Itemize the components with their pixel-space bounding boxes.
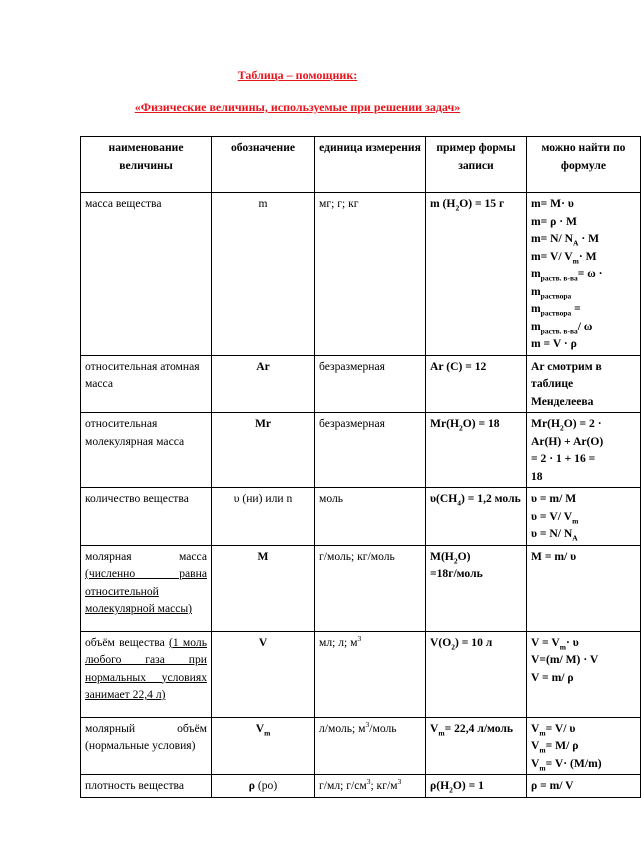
cell-example: m $(H_2O) = 15$ г [426,193,527,356]
cell-example: Ar (C) = 12 [426,355,527,413]
cell-unit: л/моль; $м^3$/моль [315,717,426,775]
cell-unit: моль [315,488,426,546]
cell-symbol: M [212,545,315,631]
cell-formula: Ar смотрим в таблице Менделеева [527,355,641,413]
table-row-mr [81,413,641,488]
cell-symbol: Ar [212,355,315,413]
cell-formula: $V = V_m\cdot \upsilon$ V=(m/ M) · V V = m/ ρ [527,631,641,717]
header-example: пример формы записи [426,137,527,193]
cell-formula: $V_m= V/$ υ $V_m= M/$ ρ $V_m= V\cdot (M/m)$ [527,717,641,775]
cell-formula: ρ = m/ V [527,775,641,798]
table-row-density [81,775,641,798]
cell-example: $\rho(H_2O) = 1$ [426,775,527,798]
cell-unit: безразмерная [315,413,426,488]
page-subtitle: «Физические величины, используемые при решении задач» [134,100,461,114]
cell-symbol: V [212,631,315,717]
cell-formula: υ = m/ M υ = V/ $V_m$ υ = N/ $N_A$ [527,488,641,546]
table-row-mass [81,193,641,356]
cell-symbol: ρ (ро) [212,775,315,798]
cell-unit: безразмерная [315,355,426,413]
table-row-volume [81,631,641,717]
cell-name: относительная атомная масса [81,355,212,413]
header-unit: единица измерения [315,137,426,193]
cell-unit: г/моль; кг/моль [315,545,426,631]
cell-example: $V_m= 22,4$ л/моль [426,717,527,775]
table-row-molar-mass [81,545,641,631]
cell-formula: M = m/ υ [527,545,641,631]
cell-name: относительная молекулярная масса [81,413,212,488]
cell-example: $Mr(H_2O) = 18$ [426,413,527,488]
cell-unit: г/мл; $г/см^3$; $кг/м^3$ [315,775,426,798]
cell-formula: $Mr(H_2O) = 2$ · Ar(H) + Ar(O) = 2 · 1 + 16 = 18 [527,413,641,488]
header-formula: можно найти по формуле [527,137,641,193]
table-row-molar-volume [81,717,641,775]
quantities-table [80,136,641,798]
cell-name: объём вещества (1 моль любого газа при нормальных условиях занимает 22,4 л) [81,631,212,717]
page-title: Таблица – помощник: [237,68,358,82]
cell-example: $M(H_2O)$ =18г/моль [426,545,527,631]
cell-unit: мл; л; $м^3$ [315,631,426,717]
cell-unit: мг; г; кг [315,193,426,356]
cell-symbol: υ (ни) или n [212,488,315,546]
cell-symbol: Mr [212,413,315,488]
table-row-ar [81,355,641,413]
cell-example: $\upsilon(CH_4) = 1,2$ моль [426,488,527,546]
cell-name: количество вещества [81,488,212,546]
cell-formula: m= M· υ m= ρ · M m= N/ $N_A \cdot M$ m= V/ $V_m\cdot M$ $m_{раств. в-ва}= \omega$ · $m_{раствора}$ $m_{раствора}$ = $m_{раств. в-ва}/$ ω m = V · ρ [527,193,641,356]
cell-name: молярный объём (нормальные условия) [81,717,212,775]
cell-name: плотность вещества [81,775,212,798]
table-row-amount [81,488,641,546]
table-header-row [81,137,641,193]
header-symbol: обозначение [212,137,315,193]
cell-symbol: m [212,193,315,356]
cell-example: $V(O_2) = 10$ л [426,631,527,717]
cell-name: масса вещества [81,193,212,356]
header-name: наименование величины [81,137,212,193]
cell-symbol: $V_m$ [212,717,315,775]
cell-name: молярная масса (численно равна относительной молекулярной массы) [81,545,212,631]
